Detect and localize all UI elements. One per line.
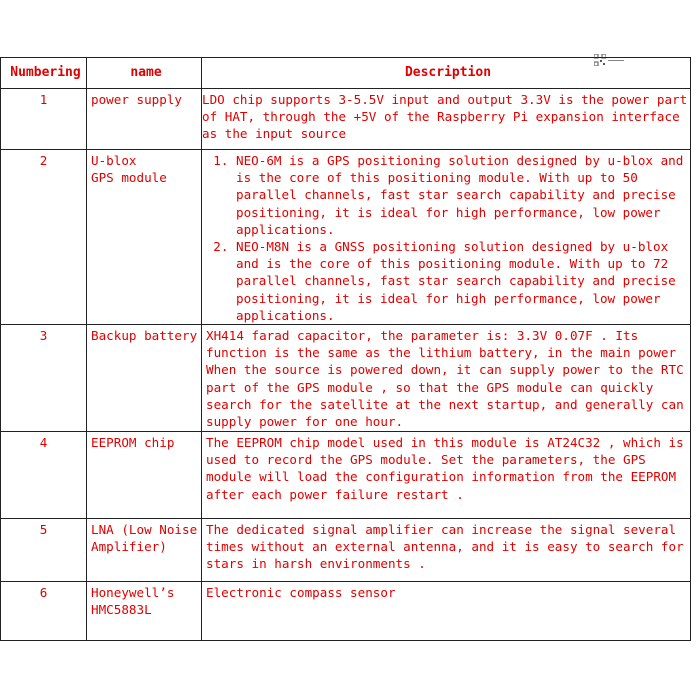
row-name: [87, 89, 202, 150]
row-name: [87, 519, 202, 582]
row-description: [202, 432, 691, 519]
module-spec-table: [0, 57, 691, 641]
row-name: [87, 150, 202, 325]
table-header-row: [1, 58, 691, 89]
row-number: 4: [1, 432, 87, 519]
row-description: [202, 519, 691, 582]
row-number: 1: [1, 89, 87, 150]
row-name-line: U-blox: [91, 153, 137, 168]
row-description-text: The EEPROM chip model used in this module is AT24C32 , which is used to record the GPS module. Set the parameters, the GPS module will load the configuration information from the EEPROM after each power failure restart .: [206, 435, 684, 502]
row-number: 5: [1, 519, 87, 582]
table-row: [1, 325, 691, 432]
list-item: 2. NEO-M8N is a GNSS positioning solution designed by u-blox and is the core of this positioning module. With up to 72 parallel channels, fast star search capability and precise positioning, it is ideal for high performance, low power applications.: [236, 238, 688, 324]
row-name-line: Amplifier): [91, 539, 167, 555]
row-description: [202, 89, 691, 150]
table-row: [1, 89, 691, 150]
row-name-line: GPS module: [91, 170, 167, 186]
row-name: [87, 325, 202, 432]
row-description-text: LDO chip supports 3-5.5V input and output 3.3V is the power part of HAT, through the +5V of the Raspberry Pi expansion interface as the input source: [202, 92, 688, 142]
table-row: [1, 519, 691, 582]
row-name: [87, 432, 202, 519]
header-description: Description: [202, 58, 691, 89]
row-name-line: HMC5883L: [91, 602, 152, 618]
row-name-line: Honeywell’s: [91, 585, 175, 601]
module-variant-list: [206, 152, 688, 324]
list-item: 1. NEO-6M is a GPS positioning solution designed by u-blox and is the core of this positioning module. With up to 50 parallel channels, fast star search capability and precise positioning, it is ideal for high performance, low power applications.: [236, 152, 688, 238]
row-number: 6: [1, 582, 87, 641]
header-name: name: [87, 58, 202, 89]
row-number: 2: [1, 150, 87, 325]
row-name-line: Backup battery: [91, 328, 198, 344]
row-description: [202, 150, 691, 325]
row-number: 3: [1, 325, 87, 432]
table-row: [1, 432, 691, 519]
row-description: [202, 582, 691, 641]
row-name-line: EEPROM chip: [91, 435, 175, 451]
table-row: [1, 150, 691, 325]
row-name-line: power supply: [91, 92, 182, 107]
row-name-line: LNA (Low Noise: [91, 522, 198, 538]
row-description-text: The dedicated signal amplifier can increase the signal several times without an external antenna, and it is easy to search for stars in harsh environments .: [206, 522, 684, 572]
row-description-text: Electronic compass sensor: [206, 585, 396, 601]
table-row: [1, 582, 691, 641]
row-description: [202, 325, 691, 432]
row-description-text: XH414 farad capacitor, the parameter is: 3.3V 0.07F . Its function is the same as the lithium battery, in the main power When the source is powered down, it can supply power to the RTC part of the GPS module , so that the GPS module can quickly search for the satellite at the next startup, and generally can supply power for one hour.: [206, 328, 684, 430]
header-numbering: Numbering: [1, 58, 87, 89]
row-name: [87, 582, 202, 641]
